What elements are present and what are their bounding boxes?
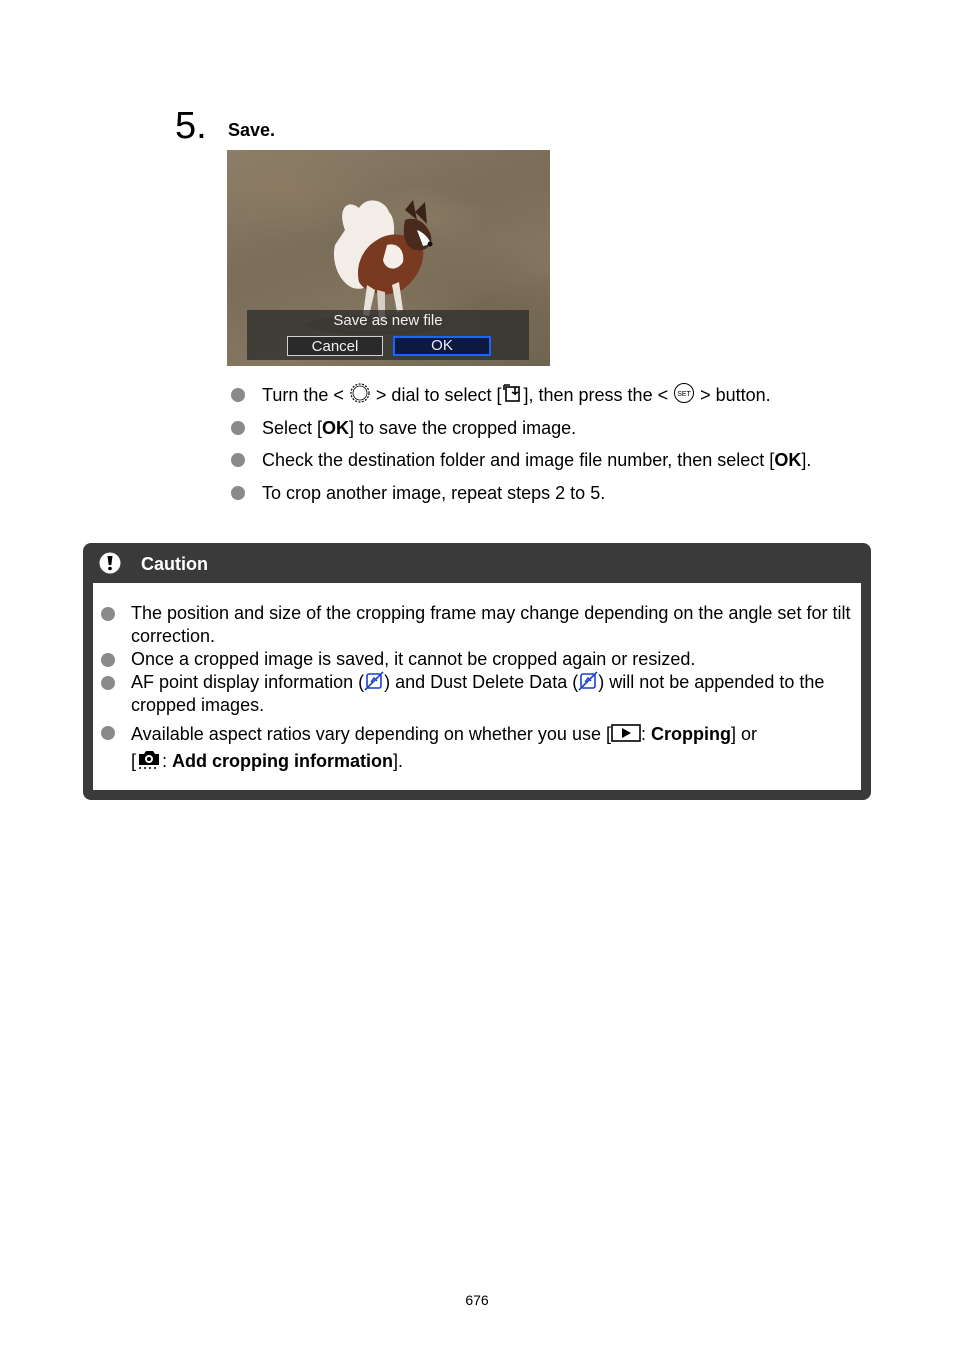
bullet-dot (231, 388, 245, 402)
text-segment: ], then press the < (523, 385, 669, 405)
dialog-title: Save as new file (333, 312, 443, 329)
text-segment: : (640, 724, 651, 744)
list-item (230, 447, 890, 480)
set-button-icon (673, 382, 695, 404)
list-item-text (262, 382, 771, 408)
caution-title: Caution (141, 554, 208, 574)
list-item-text (131, 721, 851, 775)
page-number: 676 (465, 1292, 489, 1308)
text-segment: Available aspect ratios vary depending on whether you use [ (131, 724, 611, 744)
list-item-text: Once a cropped image is saved, it cannot be cropped again or resized. (131, 649, 696, 669)
caution-box (83, 543, 871, 800)
caution-body (93, 583, 861, 790)
bullet-dot (101, 726, 115, 740)
caution-header (83, 543, 871, 583)
list-item-text: To crop another image, repeat steps 2 to 5. (262, 483, 606, 504)
text-segment: Check the destination folder and image file number, then select [ (262, 450, 775, 471)
caution-icon (99, 552, 121, 574)
bullet-dot (231, 421, 245, 435)
svg-text:SET: SET (677, 391, 691, 398)
shooting-camera-icon (136, 748, 162, 770)
text-segment: Turn the < (262, 385, 344, 405)
step-number: 5. (175, 105, 207, 147)
text-segment: ] to save the cropped image. (349, 417, 577, 438)
strikeout-icon (364, 671, 384, 691)
text-segment: ]. (393, 751, 404, 771)
camera-screen-image (227, 150, 550, 366)
cropping-label: Cropping (651, 724, 731, 744)
ok-label: OK (774, 450, 802, 471)
text-segment: ] or (730, 724, 757, 744)
text-segment: > dial to select [ (375, 385, 502, 405)
step-title: Save. (228, 120, 276, 140)
add-cropping-information-label: Add cropping information (172, 751, 394, 771)
list-item-text: The position and size of the cropping frame may change depending on the angle set for tilt correction. (131, 603, 851, 646)
quick-control-dial-icon (349, 382, 371, 404)
playback-icon (611, 723, 641, 743)
list-item-text (131, 671, 851, 717)
bullet-dot (231, 486, 245, 500)
cancel-button[interactable]: Cancel (287, 336, 383, 356)
save-dialog (247, 310, 529, 360)
text-segment: AF point display information ( (131, 672, 365, 692)
text-segment: ]. (801, 450, 812, 471)
ok-label: OK (322, 417, 350, 438)
text-segment: ) will not be appended to the cropped images. (131, 672, 825, 715)
text-segment: Select [ (262, 417, 323, 438)
text-segment: [ (131, 751, 137, 771)
list-item (230, 480, 890, 513)
ok-button[interactable]: OK (393, 336, 491, 356)
bullet-dot (101, 676, 115, 690)
list-item-text (262, 415, 576, 441)
list-item (230, 415, 890, 448)
instruction-list (230, 382, 890, 513)
strikeout-icon (578, 671, 598, 691)
text-segment: : (162, 751, 173, 771)
text-segment: ) and Dust Delete Data ( (384, 672, 579, 692)
bullet-dot (231, 453, 245, 467)
list-item-text (262, 447, 811, 473)
bullet-dot (101, 653, 115, 667)
save-crop-icon (502, 382, 524, 404)
list-item (230, 382, 890, 415)
bullet-dot (101, 607, 115, 621)
text-segment: > button. (700, 385, 771, 405)
